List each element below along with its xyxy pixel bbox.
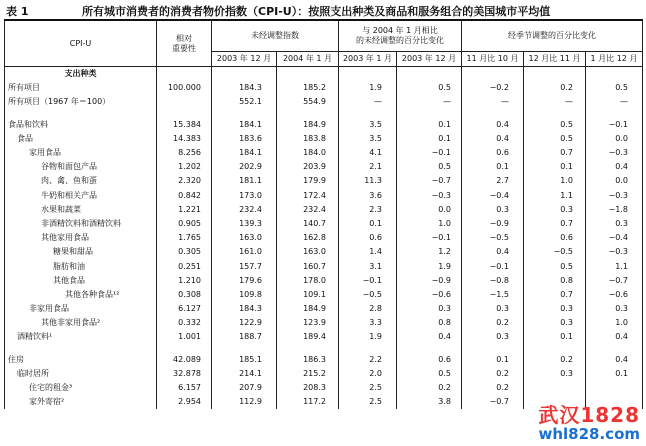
value-cell: 123.9 <box>277 316 339 330</box>
row-label: 肉、禽、鱼和蛋 <box>5 174 157 188</box>
value-cell: −0.2 <box>462 81 524 95</box>
value-cell: 188.7 <box>212 330 277 344</box>
value-cell: 0.8 <box>397 316 462 330</box>
value-cell: 0.251 <box>157 259 212 273</box>
value-cell: −0.5 <box>524 245 586 259</box>
value-cell: 0.7 <box>524 146 586 160</box>
value-cell: 189.4 <box>277 330 339 344</box>
value-cell: 0.4 <box>462 132 524 146</box>
value-cell: 2.3 <box>339 203 397 217</box>
value-cell: 1.9 <box>339 81 397 95</box>
table-row <box>5 231 643 245</box>
value-cell: 1.4 <box>339 245 397 259</box>
watermark-logo <box>538 404 640 442</box>
row-label: 住房 <box>5 353 157 367</box>
table-row <box>5 174 643 188</box>
empty-cell <box>157 110 212 118</box>
value-cell: 163.0 <box>277 245 339 259</box>
table-row <box>5 288 643 302</box>
empty-cell <box>586 110 643 118</box>
subheader-jan-vs-dec: 1 月比 12 月 <box>586 52 643 67</box>
value-cell: 0.1 <box>462 160 524 174</box>
value-cell: 1.221 <box>157 203 212 217</box>
value-cell: 2.8 <box>339 302 397 316</box>
value-cell: −0.3 <box>397 189 462 203</box>
value-cell: 0.1 <box>462 353 524 367</box>
subheader-dec-vs-nov: 12 月比 11 月 <box>524 52 586 67</box>
value-cell: 1.2 <box>397 245 462 259</box>
subheader-dec-2003: 2003 年 12 月 <box>212 52 277 67</box>
value-cell: −0.5 <box>339 288 397 302</box>
value-cell: 2.0 <box>339 367 397 381</box>
value-cell: — <box>586 95 643 109</box>
value-cell: 0.7 <box>524 288 586 302</box>
empty-cell <box>157 345 212 353</box>
value-cell: 0.0 <box>586 174 643 188</box>
value-cell: 0.3 <box>462 203 524 217</box>
value-cell: 232.4 <box>212 203 277 217</box>
row-label: 食品 <box>5 132 157 146</box>
value-cell: 178.0 <box>277 274 339 288</box>
value-cell: 122.9 <box>212 316 277 330</box>
value-cell: 214.1 <box>212 367 277 381</box>
value-cell: −0.7 <box>397 174 462 188</box>
value-cell <box>157 95 212 109</box>
row-label: 家外寄宿² <box>5 395 157 409</box>
value-cell: 184.9 <box>277 302 339 316</box>
header-seasonal-pct: 经季节调整的百分比变化 <box>462 20 643 52</box>
value-cell: −1.5 <box>462 288 524 302</box>
value-cell: 2.7 <box>462 174 524 188</box>
table-row <box>5 316 643 330</box>
subheader-jan-2004: 2004 年 1 月 <box>277 52 339 67</box>
value-cell: −0.9 <box>462 217 524 231</box>
value-cell: −0.7 <box>462 395 524 409</box>
value-cell: 0.6 <box>397 353 462 367</box>
empty-cell <box>5 345 157 353</box>
empty-cell <box>339 345 397 353</box>
value-cell: 0.4 <box>586 160 643 174</box>
value-cell <box>524 381 586 395</box>
empty-cell <box>397 345 462 353</box>
value-cell: 0.2 <box>524 81 586 95</box>
value-cell: 202.9 <box>212 160 277 174</box>
value-cell: 0.3 <box>524 316 586 330</box>
value-cell: 184.9 <box>277 118 339 132</box>
value-cell: 0.2 <box>462 316 524 330</box>
value-cell: 0.5 <box>524 132 586 146</box>
value-cell: 0.3 <box>524 367 586 381</box>
value-cell: −0.4 <box>586 231 643 245</box>
value-cell: 0.5 <box>397 81 462 95</box>
row-label: 所有项目（1967 年＝100） <box>5 95 157 109</box>
row-label: 住宅的租金³ <box>5 381 157 395</box>
value-cell: — <box>339 95 397 109</box>
empty-cell <box>212 110 277 118</box>
value-cell: −0.7 <box>586 274 643 288</box>
value-cell: 162.8 <box>277 231 339 245</box>
table-title: 所有城市消费者的消费者物价指数（CPI-U）：按照支出种类及商品和服务组合的美国城市平均值 <box>82 5 551 18</box>
value-cell: 4.1 <box>339 146 397 160</box>
value-cell: 0.5 <box>397 367 462 381</box>
table-row <box>5 330 643 344</box>
table-row <box>5 353 643 367</box>
value-cell: 2.1 <box>339 160 397 174</box>
table-row <box>5 95 643 109</box>
value-cell: 3.5 <box>339 118 397 132</box>
value-cell: 215.2 <box>277 367 339 381</box>
value-cell: 3.8 <box>397 395 462 409</box>
value-cell: 185.1 <box>212 353 277 367</box>
empty-cell <box>397 67 462 82</box>
value-cell: 184.1 <box>212 118 277 132</box>
section-label: 支出种类 <box>5 67 157 82</box>
value-cell: 0.3 <box>462 330 524 344</box>
table-row <box>5 245 643 259</box>
value-cell: 0.3 <box>524 302 586 316</box>
row-label: 非家用食品 <box>5 302 157 316</box>
value-cell: 184.0 <box>277 146 339 160</box>
value-cell: −0.6 <box>586 288 643 302</box>
row-label: 家用食品 <box>5 146 157 160</box>
value-cell: 0.5 <box>586 81 643 95</box>
value-cell: 1.210 <box>157 274 212 288</box>
value-cell: 179.6 <box>212 274 277 288</box>
empty-cell <box>339 67 397 82</box>
header-weight: 相对 重要性 <box>157 20 212 67</box>
value-cell: 1.202 <box>157 160 212 174</box>
row-label: 其他非家用食品² <box>5 316 157 330</box>
row-label: 所有项目 <box>5 81 157 95</box>
value-cell: −0.1 <box>397 231 462 245</box>
value-cell: 100.000 <box>157 81 212 95</box>
empty-cell <box>462 110 524 118</box>
value-cell: 2.954 <box>157 395 212 409</box>
value-cell: 0.6 <box>524 231 586 245</box>
row-label: 非酒精饮料和酒精饮料 <box>5 217 157 231</box>
value-cell: 1.765 <box>157 231 212 245</box>
empty-cell <box>462 345 524 353</box>
table-row <box>5 367 643 381</box>
empty-cell <box>157 67 212 82</box>
value-cell: 0.4 <box>462 245 524 259</box>
table-row <box>5 217 643 231</box>
subheader-nov-vs-oct: 11 月比 10 月 <box>462 52 524 67</box>
value-cell: −0.1 <box>462 259 524 273</box>
watermark-line2: whl828.com <box>538 425 640 443</box>
cpi-table <box>4 19 643 409</box>
value-cell: 179.9 <box>277 174 339 188</box>
value-cell: 0.3 <box>524 203 586 217</box>
value-cell: 1.1 <box>524 189 586 203</box>
empty-cell <box>339 110 397 118</box>
value-cell: 1.001 <box>157 330 212 344</box>
spacer-row <box>5 110 643 118</box>
value-cell: — <box>397 95 462 109</box>
empty-cell <box>397 110 462 118</box>
value-cell: 6.127 <box>157 302 212 316</box>
value-cell: 186.3 <box>277 353 339 367</box>
empty-cell <box>277 345 339 353</box>
row-label: 糖果和甜品 <box>5 245 157 259</box>
value-cell: 0.1 <box>397 118 462 132</box>
empty-cell <box>277 67 339 82</box>
value-cell: 2.2 <box>339 353 397 367</box>
value-cell: — <box>462 95 524 109</box>
value-cell: 1.0 <box>524 174 586 188</box>
value-cell: 140.7 <box>277 217 339 231</box>
value-cell: 0.7 <box>524 217 586 231</box>
value-cell: 0.6 <box>462 146 524 160</box>
value-cell: 184.1 <box>212 146 277 160</box>
value-cell: 3.1 <box>339 259 397 273</box>
value-cell: −0.9 <box>397 274 462 288</box>
spacer-row <box>5 345 643 353</box>
empty-cell <box>212 67 277 82</box>
value-cell: 172.4 <box>277 189 339 203</box>
table-row <box>5 259 643 273</box>
subheader-dec-2003-pct: 2003 年 12 月 <box>397 52 462 67</box>
table-row <box>5 274 643 288</box>
value-cell: 0.308 <box>157 288 212 302</box>
row-label: 其他食品 <box>5 274 157 288</box>
value-cell: 109.8 <box>212 288 277 302</box>
value-cell: 203.9 <box>277 160 339 174</box>
value-cell: 1.9 <box>397 259 462 273</box>
empty-cell <box>524 110 586 118</box>
value-cell: 2.5 <box>339 395 397 409</box>
row-label: 水果和蔬菜 <box>5 203 157 217</box>
empty-cell <box>586 67 643 82</box>
value-cell: 2.320 <box>157 174 212 188</box>
value-cell: 157.7 <box>212 259 277 273</box>
table-row <box>5 302 643 316</box>
value-cell: 0.5 <box>524 259 586 273</box>
value-cell: −0.1 <box>397 146 462 160</box>
value-cell: 0.4 <box>462 118 524 132</box>
value-cell: 1.0 <box>586 316 643 330</box>
table-row <box>5 203 643 217</box>
value-cell: 0.4 <box>586 353 643 367</box>
value-cell: — <box>524 95 586 109</box>
subheader-jan-2003: 2003 年 1 月 <box>339 52 397 67</box>
row-label: 食品和饮料 <box>5 118 157 132</box>
value-cell: 14.383 <box>157 132 212 146</box>
value-cell: −0.3 <box>586 189 643 203</box>
value-cell: 0.5 <box>524 118 586 132</box>
table-caption <box>4 2 642 18</box>
value-cell: 139.3 <box>212 217 277 231</box>
table-row <box>5 146 643 160</box>
value-cell: 0.1 <box>524 330 586 344</box>
value-cell: 0.2 <box>397 381 462 395</box>
value-cell: −0.3 <box>586 245 643 259</box>
row-label: 牛奶和相关产品 <box>5 189 157 203</box>
value-cell: 2.5 <box>339 381 397 395</box>
table-body <box>5 67 643 410</box>
table-row <box>5 381 643 395</box>
value-cell: 112.9 <box>212 395 277 409</box>
value-cell: 0.2 <box>462 381 524 395</box>
table-row <box>5 118 643 132</box>
empty-cell <box>212 345 277 353</box>
value-cell: 117.2 <box>277 395 339 409</box>
row-label: 谷物和面包产品 <box>5 160 157 174</box>
value-cell: 0.8 <box>524 274 586 288</box>
value-cell: 0.1 <box>397 132 462 146</box>
value-cell: −1.8 <box>586 203 643 217</box>
value-cell: 0.3 <box>462 302 524 316</box>
value-cell: 0.3 <box>397 302 462 316</box>
table-row <box>5 81 643 95</box>
value-cell: 1.9 <box>339 330 397 344</box>
value-cell: 15.384 <box>157 118 212 132</box>
empty-cell <box>277 110 339 118</box>
value-cell: 0.3 <box>586 302 643 316</box>
row-label: 临时居所 <box>5 367 157 381</box>
value-cell: 207.9 <box>212 381 277 395</box>
value-cell: 3.3 <box>339 316 397 330</box>
header-unadjusted-index: 未经调整指数 <box>212 20 339 52</box>
value-cell: −0.1 <box>586 118 643 132</box>
value-cell: 0.305 <box>157 245 212 259</box>
value-cell: 42.089 <box>157 353 212 367</box>
value-cell: 3.5 <box>339 132 397 146</box>
table-number: 表 1 <box>6 5 29 18</box>
value-cell: 1.0 <box>397 217 462 231</box>
value-cell: 0.4 <box>586 330 643 344</box>
value-cell: 32.878 <box>157 367 212 381</box>
value-cell: 8.256 <box>157 146 212 160</box>
value-cell: −0.8 <box>462 274 524 288</box>
value-cell: −0.6 <box>397 288 462 302</box>
value-cell: 1.1 <box>586 259 643 273</box>
value-cell: 163.0 <box>212 231 277 245</box>
value-cell: 0.842 <box>157 189 212 203</box>
row-label: 其他各种食品¹² <box>5 288 157 302</box>
value-cell: 0.1 <box>524 160 586 174</box>
value-cell: −0.4 <box>462 189 524 203</box>
value-cell: 0.5 <box>397 160 462 174</box>
value-cell: 185.2 <box>277 81 339 95</box>
value-cell: 0.905 <box>157 217 212 231</box>
value-cell <box>586 381 643 395</box>
value-cell: 11.3 <box>339 174 397 188</box>
value-cell: 0.0 <box>397 203 462 217</box>
empty-cell <box>524 345 586 353</box>
value-cell: −0.1 <box>339 274 397 288</box>
value-cell: 0.6 <box>339 231 397 245</box>
value-cell: 208.3 <box>277 381 339 395</box>
value-cell: 0.2 <box>524 353 586 367</box>
value-cell: −0.5 <box>462 231 524 245</box>
table-row <box>5 189 643 203</box>
value-cell: 109.1 <box>277 288 339 302</box>
value-cell: 0.1 <box>339 217 397 231</box>
empty-cell <box>462 67 524 82</box>
value-cell: 184.3 <box>212 302 277 316</box>
value-cell: 0.332 <box>157 316 212 330</box>
value-cell: 0.4 <box>397 330 462 344</box>
value-cell: 0.0 <box>586 132 643 146</box>
value-cell: 184.3 <box>212 81 277 95</box>
table-row <box>5 132 643 146</box>
value-cell: 160.7 <box>277 259 339 273</box>
value-cell: 161.0 <box>212 245 277 259</box>
value-cell: 183.8 <box>277 132 339 146</box>
value-cell: 181.1 <box>212 174 277 188</box>
value-cell: 0.3 <box>586 217 643 231</box>
value-cell: 232.4 <box>277 203 339 217</box>
row-label: 酒精饮料¹ <box>5 330 157 344</box>
row-label: 脂肪和油 <box>5 259 157 273</box>
header-unadjusted-pct: 与 2004 年 1 月相比 的未经调整的百分比变化 <box>339 20 462 52</box>
value-cell: 554.9 <box>277 95 339 109</box>
empty-cell <box>5 110 157 118</box>
value-cell: 552.1 <box>212 95 277 109</box>
watermark-line1: 武汉1828 <box>538 403 640 427</box>
value-cell: 3.6 <box>339 189 397 203</box>
value-cell: 0.2 <box>462 367 524 381</box>
empty-cell <box>586 345 643 353</box>
value-cell: 6.157 <box>157 381 212 395</box>
table-row <box>5 160 643 174</box>
value-cell: 183.6 <box>212 132 277 146</box>
value-cell: −0.3 <box>586 146 643 160</box>
section-row <box>5 67 643 82</box>
value-cell: 173.0 <box>212 189 277 203</box>
empty-cell <box>524 67 586 82</box>
value-cell: 0.1 <box>586 367 643 381</box>
header-item: CPI-U <box>5 20 157 67</box>
row-label: 其他家用食品 <box>5 231 157 245</box>
